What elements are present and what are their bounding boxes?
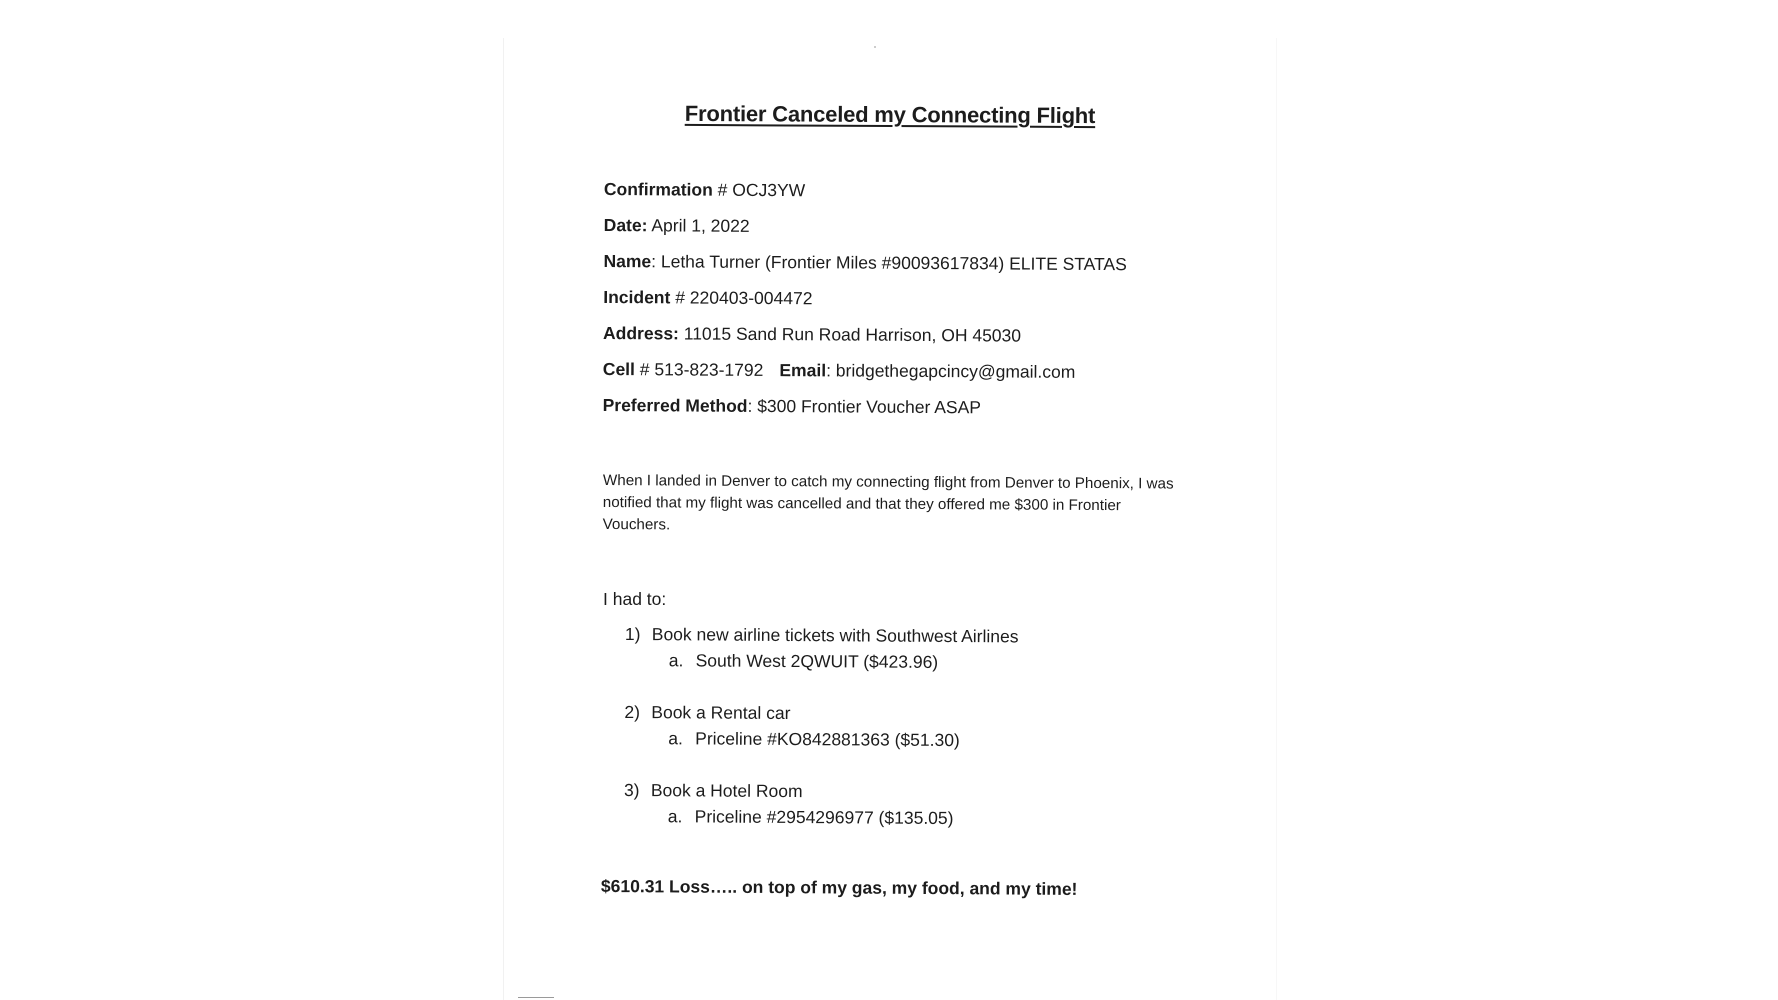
incident-value: # 220403-004472: [675, 287, 813, 309]
document-title: Frontier Canceled my Connecting Flight: [684, 100, 1096, 129]
incident-field: [603, 287, 1127, 326]
item-text: Book new airline tickets with Southwest Airlines: [651, 624, 1019, 647]
incident-description: When I landed in Denver to catch my connecting flight from Denver to Phoenix, I was notified that my flight was cancelled and that they offered me $300 in Frontier Vouchers.: [602, 471, 1174, 534]
expense-item: [624, 780, 1018, 834]
name-label: Name: [603, 250, 652, 272]
address-value: 11015 Sand Run Road Harrison, OH 45030: [683, 323, 1022, 346]
scan-artifact-line: [518, 997, 554, 998]
expense-item-main: [624, 780, 1018, 808]
preferred-method-field: [602, 395, 1126, 434]
item-number: 3): [623, 779, 640, 801]
expense-item-sub: [624, 728, 1018, 756]
date-field: [604, 215, 1128, 254]
expense-item-main: [624, 702, 1018, 730]
confirmation-value: # OCJ3YW: [717, 179, 806, 201]
expense-item: [625, 624, 1019, 678]
sub-letter: a.: [668, 650, 684, 671]
cell-value: # 513-823-1792: [639, 359, 764, 380]
expense-item-sub: [625, 650, 1019, 678]
date-label: Date:: [603, 214, 648, 236]
sub-letter: a.: [668, 728, 683, 749]
sub-text: South West 2QWUIT ($423.96): [695, 650, 939, 672]
claim-fields: [602, 179, 1127, 434]
preferred-method-value: : $300 Frontier Voucher ASAP: [747, 395, 982, 418]
address-field: [603, 323, 1127, 362]
total-loss-statement: $610.31 Loss….. on top of my gas, my food, and my time!: [600, 876, 1078, 899]
expense-item-sub: [624, 806, 1018, 834]
cell-label: Cell: [602, 358, 636, 380]
expense-item-main: [625, 624, 1019, 652]
expense-item: [624, 702, 1018, 756]
incident-label: Incident: [603, 286, 671, 308]
document-page: [503, 38, 1277, 1000]
had-to-heading: I had to:: [603, 589, 667, 609]
item-text: Book a Rental car: [651, 702, 791, 724]
expense-list: [624, 624, 1019, 860]
item-number: 1): [624, 624, 641, 645]
sub-text: Priceline #KO842881363 ($51.30): [695, 728, 960, 751]
item-number: 2): [624, 701, 641, 723]
confirmation-label: Confirmation: [603, 179, 713, 200]
name-field: [603, 251, 1127, 290]
item-text: Book a Hotel Room: [650, 780, 803, 802]
email-value: : bridgethegapcincy@gmail.com: [826, 360, 1076, 382]
preferred-method-label: Preferred Method: [602, 394, 748, 416]
name-value: : Letha Turner (Frontier Miles #90093617834) ELITE STATAS: [651, 251, 1127, 275]
email-label: Email: [779, 360, 827, 381]
date-value: April 1, 2022: [651, 215, 750, 236]
sub-text: Priceline #2954296977 ($135.05): [694, 806, 954, 829]
sub-letter: a.: [667, 806, 683, 827]
scan-artifact-dot: [874, 46, 876, 48]
address-label: Address:: [602, 322, 679, 344]
contact-field: [603, 359, 1127, 398]
confirmation-field: [604, 179, 1128, 218]
